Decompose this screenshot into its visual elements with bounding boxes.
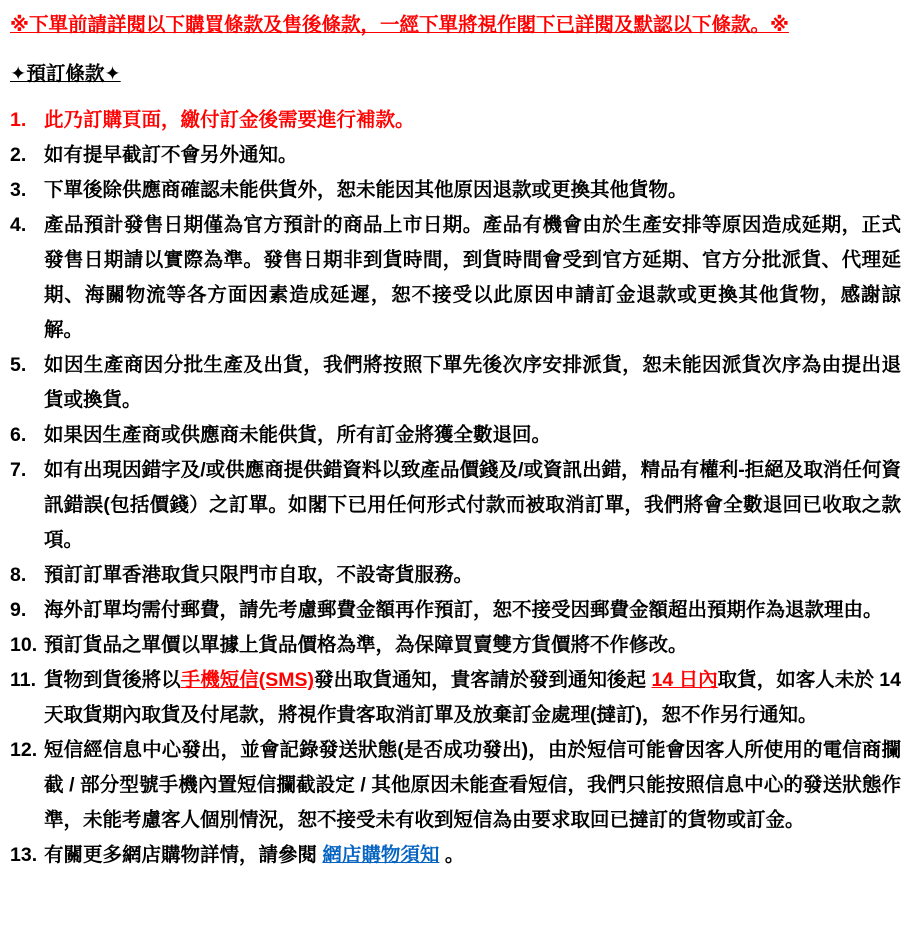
term-text-segment: 貨物到貨後將以 bbox=[44, 669, 181, 691]
term-text bbox=[44, 424, 551, 446]
term-item-7 bbox=[10, 453, 901, 558]
term-text bbox=[44, 634, 688, 656]
term-number: 7. bbox=[10, 459, 27, 481]
term-text bbox=[44, 459, 901, 551]
term-number: 13. bbox=[10, 844, 38, 866]
term-item-13 bbox=[10, 838, 901, 873]
term-number: 4. bbox=[10, 214, 27, 236]
terms-list bbox=[10, 103, 901, 873]
term-text-segment: 如有提早截訂不會另外通知。 bbox=[44, 144, 298, 166]
term-item-8 bbox=[10, 558, 901, 593]
term-text-segment: 短信經信息中心發出，並會記錄發送狀態(是否成功發出)，由於短信可能會因客人所使用的電信商攔截 / 部分型號手機內置短信攔截設定 / 其他原因未能查看短信，我們只能按照信息中心的發送狀態作準，未能考慮客人個別情況，恕不接受未有收到短信為由要求取回已撻訂的貨物或訂金。 bbox=[44, 739, 901, 831]
term-text bbox=[44, 599, 883, 621]
store-shopping-guide-link[interactable]: 網店購物須知 bbox=[322, 844, 440, 866]
term-item-9 bbox=[10, 593, 901, 628]
term-number: 9. bbox=[10, 599, 27, 621]
term-text bbox=[44, 564, 473, 586]
term-item-5 bbox=[10, 348, 901, 418]
term-text-segment: 如有出現因錯字及/或供應商提供錯資料以致產品價錢及/或資訊出錯，精品有權利-拒絕及取消任何資訊錯誤(包括價錢）之訂單。如閣下已用任何形式付款而被取消訂單，我們將會全數退回已收取之款項。 bbox=[44, 459, 901, 551]
term-item-10 bbox=[10, 628, 901, 663]
term-number: 11. bbox=[10, 669, 37, 691]
term-item-4 bbox=[10, 208, 901, 348]
term-number: 3. bbox=[10, 179, 27, 201]
term-text-segment: 預訂貨品之單價以單據上貨品價格為準，為保障買賣雙方貨價將不作修改。 bbox=[44, 634, 688, 656]
term-text bbox=[44, 179, 688, 201]
term-text-segment: 此乃訂購頁面，繳付訂金後需要進行補款。 bbox=[44, 109, 415, 131]
term-number: 10. bbox=[10, 634, 38, 656]
term-number: 8. bbox=[10, 564, 27, 586]
term-text bbox=[44, 144, 298, 166]
term-item-6 bbox=[10, 418, 901, 453]
term-text-segment: 產品預計發售日期僅為官方預計的商品上市日期。產品有機會由於生產安排等原因造成延期，正式發售日期請以實際為準。發售日期非到貨時間，到貨時間會受到官方延期、官方分批派貨、代理延期、海關物流等各方面因素造成延遲，恕不接受以此原因申請訂金退款或更換其他貨物，感謝諒解。 bbox=[44, 214, 901, 341]
term-text bbox=[44, 669, 901, 726]
sms-notice-highlight: 手機短信(SMS) bbox=[180, 669, 315, 691]
term-text bbox=[44, 844, 464, 866]
term-text bbox=[44, 739, 901, 831]
term-text-segment: 下單後除供應商確認未能供貨外，恕未能因其他原因退款或更換其他貨物。 bbox=[44, 179, 688, 201]
term-number: 1. bbox=[10, 109, 27, 131]
term-text-segment: 預訂訂單香港取貨只限門市自取，不設寄貨服務。 bbox=[44, 564, 474, 586]
term-text-segment: 有關更多網店購物詳情，請參閱 bbox=[44, 844, 323, 866]
term-item-12 bbox=[10, 733, 901, 838]
term-text bbox=[44, 354, 901, 411]
term-text-segment: 海外訂單均需付郵費，請先考慮郵費金額再作預訂，恕不接受因郵費金額超出預期作為退款理由。 bbox=[44, 599, 883, 621]
term-item-3 bbox=[10, 173, 901, 208]
term-number: 12. bbox=[10, 739, 38, 761]
term-text-segment: 取貨，如客人未於 14 天取貨期內取貨及付尾款，將視作貴客取消訂單及放棄訂金處理(撻訂)，恕不作另行通知。 bbox=[44, 669, 901, 726]
term-text-segment: 如果因生產商或供應商未能供貨，所有訂金將獲全數退回。 bbox=[44, 424, 552, 446]
term-text-segment: 。 bbox=[439, 844, 465, 866]
term-text-segment: 發出取貨通知，貴客請於發到通知後起 bbox=[314, 669, 652, 691]
term-number: 5. bbox=[10, 354, 27, 376]
term-number: 6. bbox=[10, 424, 27, 446]
term-item-1 bbox=[10, 103, 901, 138]
term-item-11 bbox=[10, 663, 901, 733]
term-text bbox=[44, 109, 415, 131]
term-text-segment: 如因生產商因分批生產及出貨，我們將按照下單先後次序安排派貨，恕未能因派貨次序為由提出退貨或換貨。 bbox=[44, 354, 901, 411]
term-text bbox=[44, 214, 901, 341]
pickup-deadline-highlight: 14 日內 bbox=[651, 669, 718, 691]
purchase-warning-title: ※下單前請詳閱以下購買條款及售後條款，一經下單將視作閣下已詳閱及默認以下條款。※ bbox=[10, 14, 789, 36]
section-title-preorder-terms: ✦預訂條款✦ bbox=[10, 63, 121, 85]
term-item-2 bbox=[10, 138, 901, 173]
term-number: 2. bbox=[10, 144, 27, 166]
